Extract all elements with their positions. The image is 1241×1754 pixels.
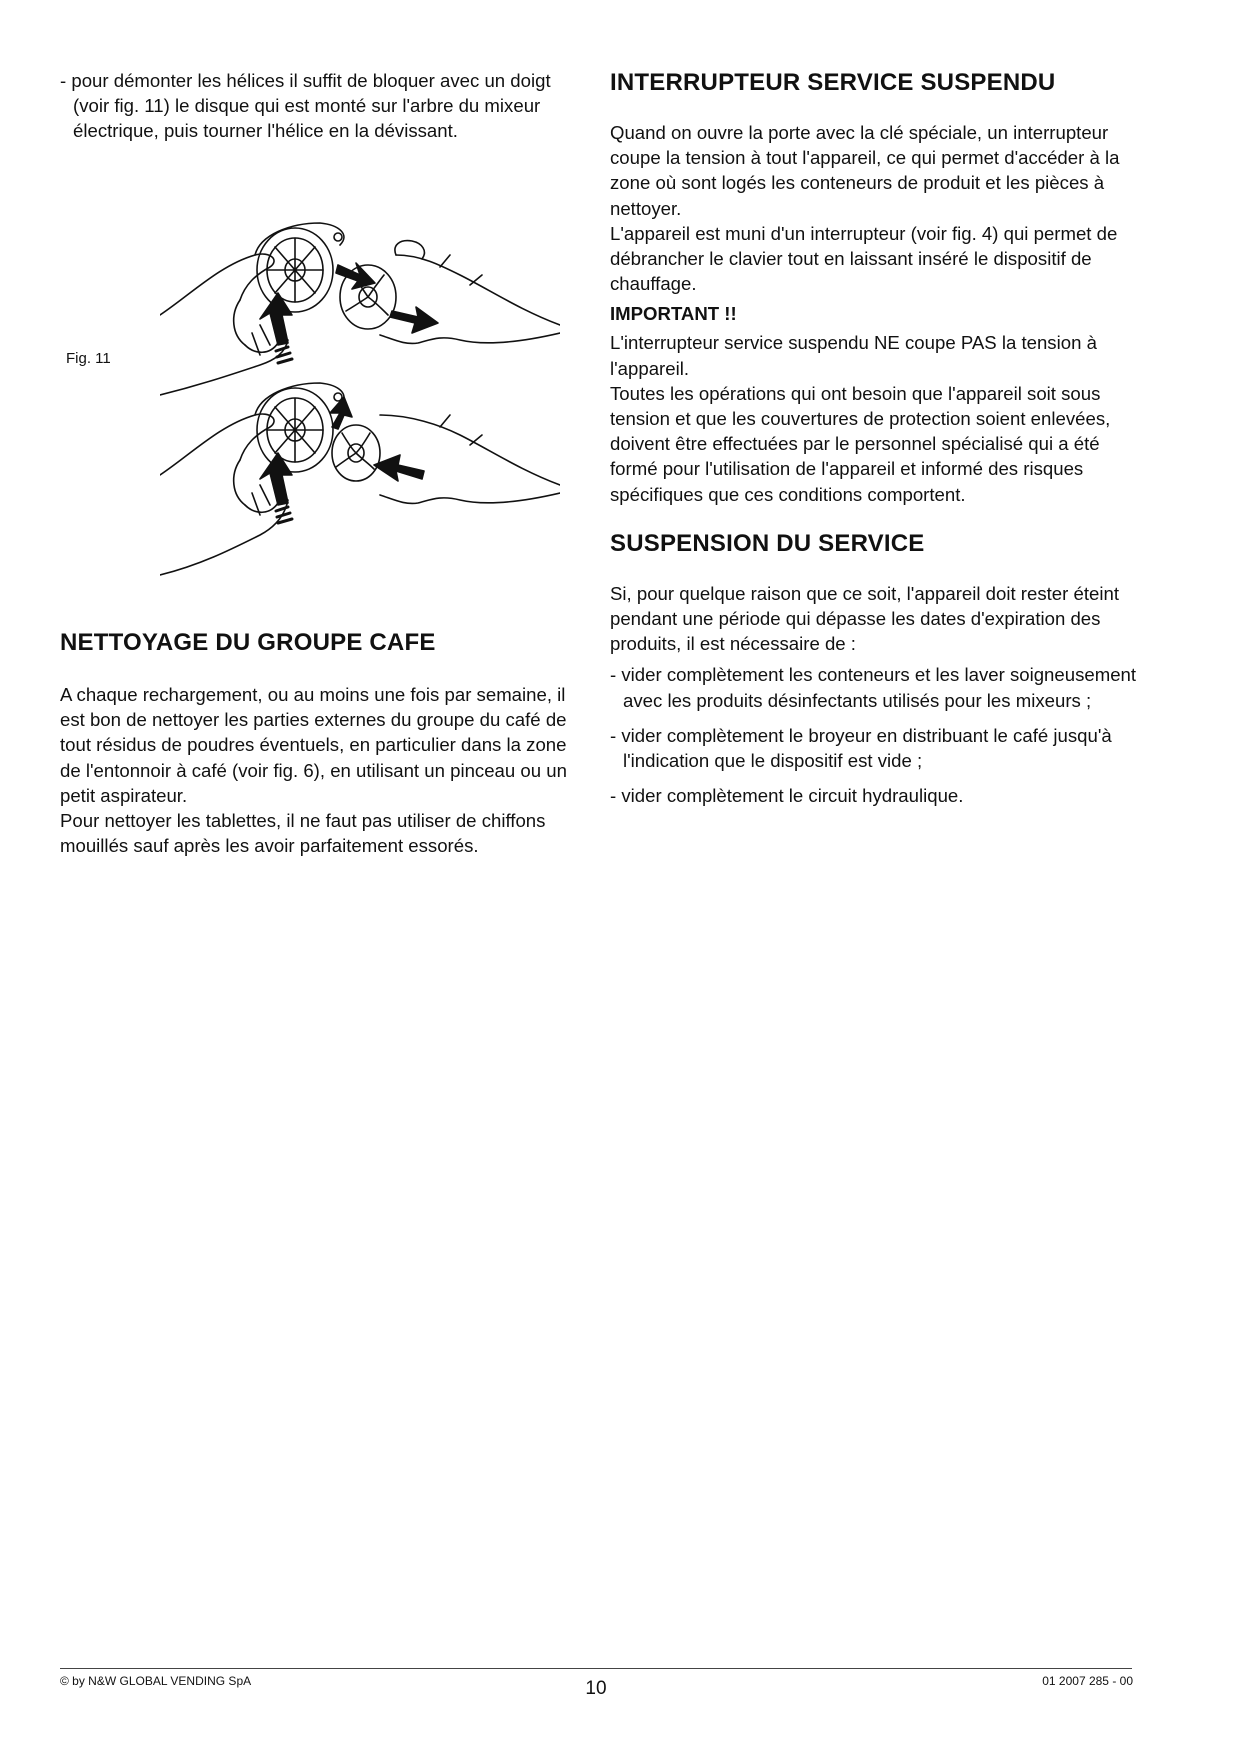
interrupteur-paragraph-3: L'interrupteur service suspendu NE coupe PAS la tension à l'appareil. — [610, 332, 1097, 379]
top-scene — [160, 223, 560, 395]
footer-copyright: © by N&W GLOBAL VENDING SpA — [60, 1674, 252, 1688]
important-label: IMPORTANT !! — [610, 303, 737, 325]
interrupteur-paragraph-1: Quand on ouvre la porte avec la clé spéciale, un interrupteur coupe la tension à tout l'appareil, ce qui permet d'accéder à la zone où sont logés les conteneurs de produit et les pièces à nettoyer. — [610, 122, 1120, 219]
interrupteur-paragraph-4: Toutes les opérations qui ont besoin que l'appareil soit sous tension et que les couvertures de protection soient enlevées, doivent être effectuées par le personnel spécialisé qui a été formé pour l'utilisation de l'appareil et informé des risques spécifiques que ces conditions comportent. — [610, 382, 1111, 505]
figure-label: Fig. 11 — [66, 350, 111, 367]
right-column — [610, 68, 1140, 808]
cleaning-section — [60, 628, 580, 858]
bottom-scene — [160, 383, 560, 575]
section-title-interrupteur: INTERRUPTEUR SERVICE SUSPENDU — [610, 69, 1056, 96]
figure-11-illustration — [160, 215, 560, 595]
cleaning-paragraph-2: Pour nettoyer les tablettes, il ne faut pas utiliser de chiffons mouillés sauf après les avoir parfaitement essorés. — [60, 810, 546, 857]
footer-divider — [60, 1668, 1132, 1669]
suspension-list-item-2: - vider complètement le broyeur en distribuant le café jusqu'à l'indication que le dispositif est vide ; — [610, 724, 1112, 772]
section-title-cleaning: NETTOYAGE DU GROUPE CAFE — [60, 629, 436, 656]
intro-paragraph: - pour démonter les hélices il suffit de bloquer avec un doigt (voir fig. 11) le disque qui est monté sur l'arbre du mixeur électrique, puis tourner l'hélice en la dévissant. — [60, 70, 551, 142]
suspension-list-item-3: - vider complètement le circuit hydraulique. — [610, 785, 964, 807]
cleaning-paragraph-1: A chaque rechargement, ou au moins une fois par semaine, il est bon de nettoyer les parties externes du groupe du café de tout résidus de poudres éventuels, en particulier dans la zone de l'entonnoir à café (voir fig. 6), en utilisant un pinceau ou un petit aspirateur. — [60, 684, 567, 806]
interrupteur-paragraph-2: L'appareil est muni d'un interrupteur (voir fig. 4) qui permet de débrancher le clavier tout en laissant inséré le dispositif de chauffage. — [610, 222, 1118, 295]
suspension-paragraph-1: Si, pour quelque raison que ce soit, l'appareil doit rester éteint pendant une période qui dépasse les dates d'expiration des produits, il est nécessaire de : — [610, 582, 1119, 655]
section-title-suspension: SUSPENSION DU SERVICE — [610, 529, 925, 557]
suspension-list-item-1: - vider complètement les conteneurs et les laver soigneusement avec les produits désinfectants utilisés pour les mixeurs ; — [610, 664, 1137, 711]
footer-doc-code: 01 2007 285 - 00 — [1042, 1674, 1133, 1688]
left-column — [60, 68, 580, 144]
page-number: 10 — [585, 1678, 607, 1699]
